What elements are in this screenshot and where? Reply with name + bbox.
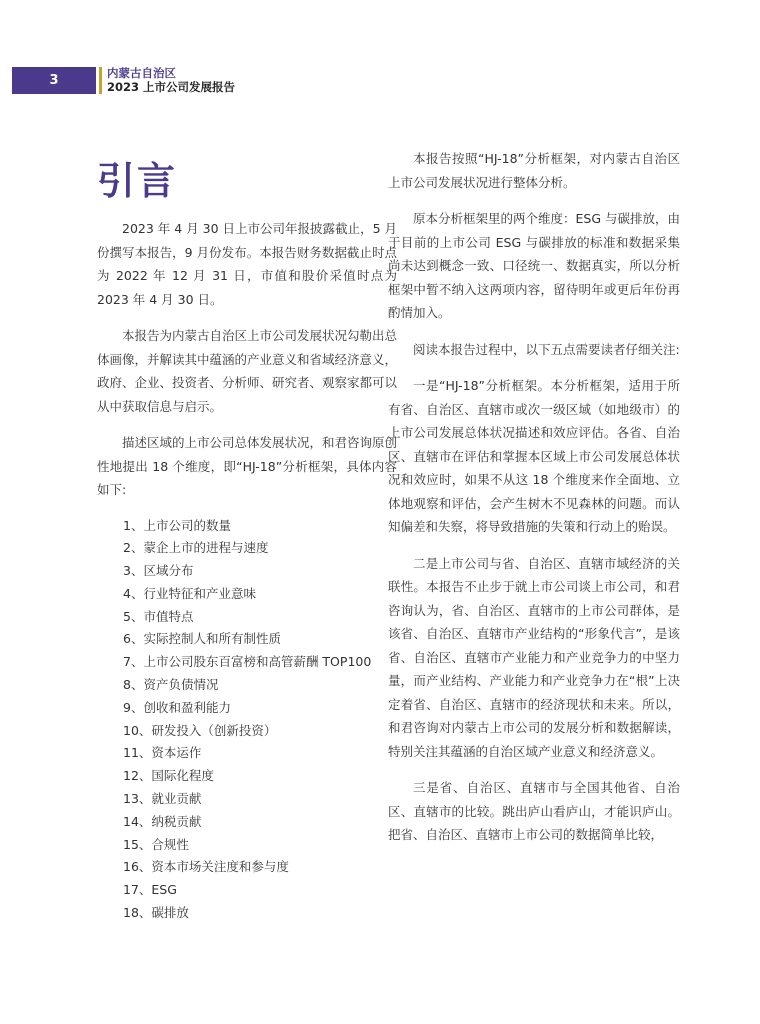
list-item: 8、资产负债情况 <box>123 677 219 693</box>
list-item: 18、碳排放 <box>123 905 189 921</box>
list-item: 17、ESG <box>123 882 177 898</box>
list-item: 11、资本运作 <box>123 745 202 761</box>
intro-paragraph-2: 本报告为内蒙古自治区上市公司发展状况勾勒出总体画像，并解读其中蕴涵的产业意义和省域经济意义，政府、企业、投资者、分析师、研究者、观察家都可以从中获取信息与启示。 <box>97 328 398 414</box>
section-title: 引言 <box>97 159 178 203</box>
list-item: 4、行业特征和产业意味 <box>123 585 256 601</box>
intro-paragraph-3: 描述区域的上市公司总体发展状况，和君咨询原创性地提出 18 个维度，即“HJ-18”分析框架，具体内容如下: <box>97 435 398 497</box>
list-item: 6、实际控制人和所有制性质 <box>123 631 281 647</box>
intro-paragraph-1: 2023 年 4 月 30 日上市公司年报披露截止，5 月份撰写本报告，9 月份发布。本报告财务数据截止时点为 2022 年 12 月 31 日，市值和股价采值时点为 2023 年 4 月 30 日。 <box>97 221 397 307</box>
body-paragraph-6: 三是省、自治区、直辖市与全国其他省、自治区、直辖市的比较。跳出庐山看庐山，才能识庐山。把省、自治区、直辖市上市公司的数据简单比较， <box>388 780 680 842</box>
left-column <box>97 217 397 925</box>
list-item: 5、市值特点 <box>123 608 194 624</box>
list-item: 15、合规性 <box>123 836 189 852</box>
list-item: 16、资本市场关注度和参与度 <box>123 859 289 875</box>
list-item: 1、上市公司的数量 <box>123 517 231 533</box>
body-paragraph-5: 二是上市公司与省、自治区、直辖市域经济的关联性。本报告不止步于就上市公司谈上市公司，和君咨询认为，省、自治区、直辖市的上市公司群体，是该省、自治区、直辖市产业结构的“形象代言”，是该省、自治区、直辖市产业能力和产业竞争力的中坚力量，而产业结构、产业能力和产业竞争力在“根”上决定着省、自治区、直辖市的经济现状和未来。所以，和君咨询对内蒙古上市公司的发展分析和数据解读，特别关注其蕴涵的自治区域产业意义和经济意义。 <box>388 555 680 759</box>
list-item: 2、蒙企上市的进程与速度 <box>123 540 269 556</box>
header-region: 内蒙古自治区 <box>107 66 176 80</box>
body-paragraph-3: 阅读本报告过程中，以下五点需要读者仔细关注: <box>413 341 680 357</box>
list-item: 12、国际化程度 <box>123 768 214 784</box>
framework-list <box>97 515 397 925</box>
running-header <box>107 66 235 94</box>
right-column <box>388 147 680 860</box>
list-item: 10、研发投入（创新投资） <box>123 722 277 738</box>
body-paragraph-1: 本报告按照“HJ-18”分析框架，对内蒙古自治区上市公司发展状况进行整体分析。 <box>388 151 680 190</box>
page-number-tab <box>12 67 96 94</box>
header-report-title: 2023 上市公司发展报告 <box>107 80 236 94</box>
list-item: 9、创收和盈利能力 <box>123 699 231 715</box>
list-item: 14、纳税贡献 <box>123 813 202 829</box>
body-paragraph-4: 一是“HJ-18”分析框架。本分析框架，适用于所有省、自治区、直辖市或次一级区域（如地级市）的上市公司发展总体状况描述和效应评估。各省、自治区、直辖市在评估和掌握本区域上市公司发展总体状况和效应时，如果不从这 18 个维度来作全面地、立体地观察和评估，会产生树木不见森林的问题。而认知偏差和失察，将导致措施的失策和行动上的贻误。 <box>388 378 680 534</box>
page-number: 3 <box>49 73 59 88</box>
list-item: 3、区域分布 <box>123 563 194 579</box>
list-item: 7、上市公司股东百富榜和高管薪酬 TOP100 <box>123 654 372 670</box>
body-paragraph-2: 原本分析框架里的两个维度：ESG 与碳排放，由于目前的上市公司 ESG 与碳排放的标准和数据采集尚未达到概念一致、口径统一、数据真实，所以分析框架中暂不纳入这两项内容，留待明年或更后年份再酌情加入。 <box>388 211 680 320</box>
header-accent-bar <box>99 67 102 94</box>
list-item: 13、就业贡献 <box>123 791 202 807</box>
